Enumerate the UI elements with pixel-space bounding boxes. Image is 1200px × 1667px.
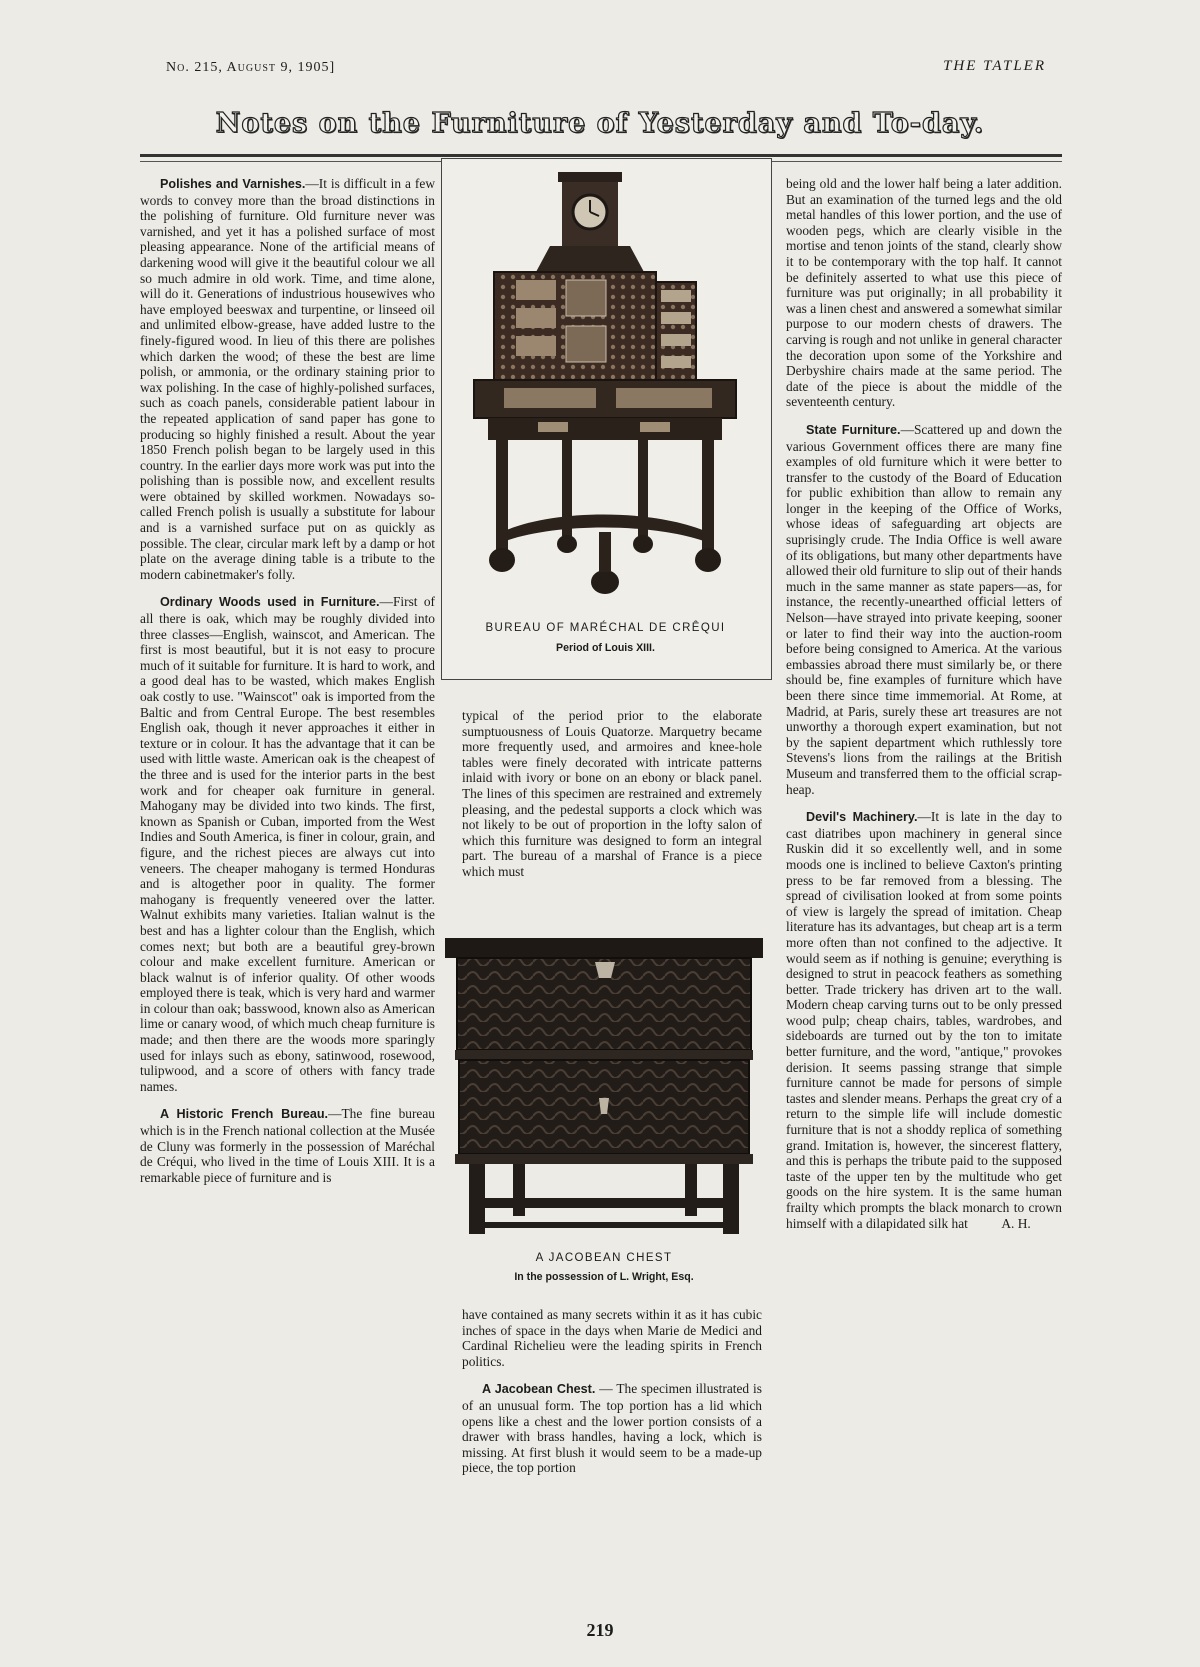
- magazine-name: THE TATLER: [943, 58, 1046, 74]
- section-head-bureau: A Historic French Bureau.: [160, 1107, 329, 1122]
- paragraph-woods: [140, 594, 435, 1094]
- column-2-lower: [462, 1307, 762, 1488]
- column-2-upper: [462, 708, 762, 892]
- paragraph-jacobean-chest: [462, 1381, 762, 1476]
- section-head-woods: Ordinary Woods used in Furniture.: [160, 595, 380, 610]
- section-head-polishes: Polishes and Varnishes.: [160, 177, 306, 191]
- column-1: [140, 176, 435, 1197]
- paragraph-text: have contained as many secrets within it as it has cubic inches of space in the days when Marie de Medici and Cardinal Richelieu were the leading spirits in French politics.: [462, 1307, 762, 1369]
- chest-caption-title: A JACOBEAN CHEST: [535, 1252, 673, 1264]
- section-head-jacobean-chest: A Jacobean Chest.: [482, 1382, 596, 1397]
- paragraph-text: —Scattered up and down the various Government offices there are many fine examples of old furniture which it were better to transfer to the custody of the Board of Education for public exhibition than allow to remain any longer in the keeping of the Office of Works, whose ideas of safeguarding art objects are suprisingly crude. The India Office is well aware of its obligations, but many other departments have allowed their old furniture to slip out of their hands much in the same manner as state papers—as, for instance, the recently-unearthed official letters of Nelson—have strayed into private keeping, sooner or later to find their way into the auction-room before being consigned to America. At the various embassies abroad there must similarly be, or there should be, fine examples of furniture which have been there since time immemorial. At Rome, at Madrid, at Paris, surely these art treasures are not unworthy a thorough expert examination, but not by the sapient department which ruthlessly tore Stevens's lions from the railings at the British Museum and transferred them to the official scrap-heap.: [786, 421, 1062, 797]
- paragraph-text: —It is late in the day to cast diatribes upon machinery in general since Ruskin did it so excellently well, and in some moods one is inclined to believe Caxton's printing press to be far removed from a blessing. The spread of civilisation looked at from some points of view is largely the spread of imitation. Cheap literature has its advantages, but cheap art is a term more often than not confined to the adjective. It would seem as if nothing is genuine; everything is designed to strut in peacock feathers as something better. Trade trickery has driven art to the wall. Modern cheap carving turns out to be only pressed wood pulp; cheap chairs, tables, wardrobes, and sideboards are turned out by the ton to imitate better furniture, and the word, "antique," provokes derision. It seems passing strange that simple furniture cannot be made for persons of simple tastes and slender means. Perhaps the great cry of a return to the simple life will include domestic furniture that is not a shoddy replica of something grand. Imitation is, however, the sincerest flattery, and this is perhaps the tribute paid to the supposed taste of the upper ten by the multitude who get goods on the hire system. It is the same human frailty which prompts the black monarch to crown himself with a dilapidated silk hat: [786, 809, 1062, 1231]
- paragraph-bureau: [140, 1106, 435, 1185]
- page-number: 219: [586, 1620, 614, 1640]
- paragraph-devils-machinery: [786, 809, 1062, 1231]
- author-signature: A. H.: [1001, 1215, 1031, 1231]
- paragraph-text: —The fine bureau which is in the French national collection at the Musée de Cluny was formerly in the possession of Maréchal de Créqui, who lived in the time of Louis XIII. It is a remarkable piece of furniture and is: [140, 1106, 435, 1185]
- paragraph-text: — The specimen illustrated is of an unusual form. The top portion has a lid which opens like a chest and the lower portion consists of a drawer with brass handles, having a lock, which is missing. At first blush it would seem to be a made-up piece, the top portion: [462, 1381, 762, 1476]
- article-headline: Notes on the Furniture of Yesterday and To-day.: [215, 108, 985, 139]
- jacobean-chest-illustration: [445, 938, 763, 1238]
- chest-caption-sub: In the possession of L. Wright, Esq.: [514, 1271, 694, 1283]
- bureau-caption-title: BUREAU OF MARÉCHAL DE CRÊQUI: [485, 622, 726, 634]
- headline-rule-thick: [140, 154, 1062, 157]
- paragraph-chest-cont: [786, 176, 1062, 410]
- paragraph-text: being old and the lower half being a later addition. But an examination of the turned legs and the old metal handles of this lower portion, and the use of wooden pegs, which are clearly visible in the mortise and tenon joints of the stand, clearly show it to be contemporary with the top half. It cannot be definitely asserted to what use this piece of furniture was put originally; in all probability it was a linen chest and answered a somewhat similar purpose to our modern chests of drawers. The carving is rough and not unlike in general character the decoration upon some of the Yorkshire and Derbyshire chairs made at the same period. The date of the piece is about the middle of the seventeenth century.: [786, 176, 1062, 410]
- running-head: [166, 58, 1046, 80]
- paragraph-text: —First of all there is oak, which may be roughly divided into three classes—English, wainscot, and American. The first is most beautiful, but it is not easy to procure much of it suitable for furniture. It is hard to work, and a good deal has to be wasted, which makes English oak costly to use. "Wainscot" oak is imported from the Baltic and from Central Europe. The best resembles English oak, though it never approaches it either in texture or in colour. It has the advantage that it can be used with little waste. American oak is the cheapest of the three and is used for the interior parts in the best work and for cheaper oak furniture in general. Mahogany may be divided into two kinds. The first, known as Spanish or Cuban, imported from the West Indies and South America, is finer in colour, grain, and figure, and the richest pieces are always cut into veneers. The cheaper mahogany is termed Honduras and is altogether poor in quality. The former mahogany is frequently veneered over the latter. Walnut exhibits many varieties. Italian walnut is the best and has a lighter colour than the English, which comes next; but both are a beautiful grey-brown colour and make excellent furniture. American or black walnut is of inferior quality. Of other woods employed there is teak, which is very hard and warmer in colour than oak; basswood, known also as American lime or canary wood, of which much cheap furniture is made; and then there are the woods more sparingly used for inlays such as ebony, satinwood, rosewood, tulipwood, and a score of others with fancy trade names.: [140, 594, 435, 1094]
- paragraph-text: typical of the period prior to the elaborate sumptuousness of Louis Quatorze. Marquetry became more frequently used, and armoires and knee-hole tables were finely decorated with intricate patterns inlaid with ivory or bone on an ebony or black panel. The lines of this specimen are restrained and extremely pleasing, and the pedestal supports a clock which was not likely to be out of proportion in the lofty salon of which this furniture was designed to form an integral part. The bureau of a marshal of France is a piece which must: [462, 708, 762, 879]
- paragraph-secrets: [462, 1307, 762, 1369]
- issue-line: No. 215, August 9, 1905]: [166, 60, 336, 75]
- paragraph-state-furniture: [786, 422, 1062, 797]
- column-3: [786, 176, 1062, 1243]
- bureau-caption-sub: Period of Louis XIII.: [556, 642, 655, 654]
- paragraph-text: —It is difficult in a few words to convey more than the broad distinctions in the polishing of furniture. Old furniture never was varnished, and yet it has a polished surface of most pleasing appearance. None of the artificial means of darkening wood will give it the beautiful colour we all so much admire in old work. Time, and time alone, will do it. Generations of industrious housewives who have employed beeswax and turpentine, or linseed oil and unlimited elbow-grease, have added lustre to the finely-figured wood. In lieu of this there are polishes which darken the wood; of these the best are lime polish, or ammonia, or the ordinary staining prior to wax polishing. In the case of highly-polished surfaces, such as coach panels, considerable patient labour in the repeated application of sand paper has gone to producing so highly finished a result. About the year 1850 French polish began to be largely used in this country. In the earlier days more work was put into the polishing than is possible now, and excellent results were obtained by skilled workmen. Nowadays so-called French polish is usually a substitute for labour and is a varnished surface put on as quickly as possible. The clear, circular mark left by a damp or hot plate on the average dining table is a tribute to the modern cabinetmaker's folly.: [140, 176, 435, 582]
- section-head-state-furniture: State Furniture.: [806, 422, 901, 437]
- paragraph-bureau-cont: [462, 708, 762, 880]
- bureau-illustration: [458, 172, 754, 602]
- paragraph-polishes: [140, 176, 435, 582]
- section-head-devils-machinery: Devil's Machinery.: [806, 810, 918, 825]
